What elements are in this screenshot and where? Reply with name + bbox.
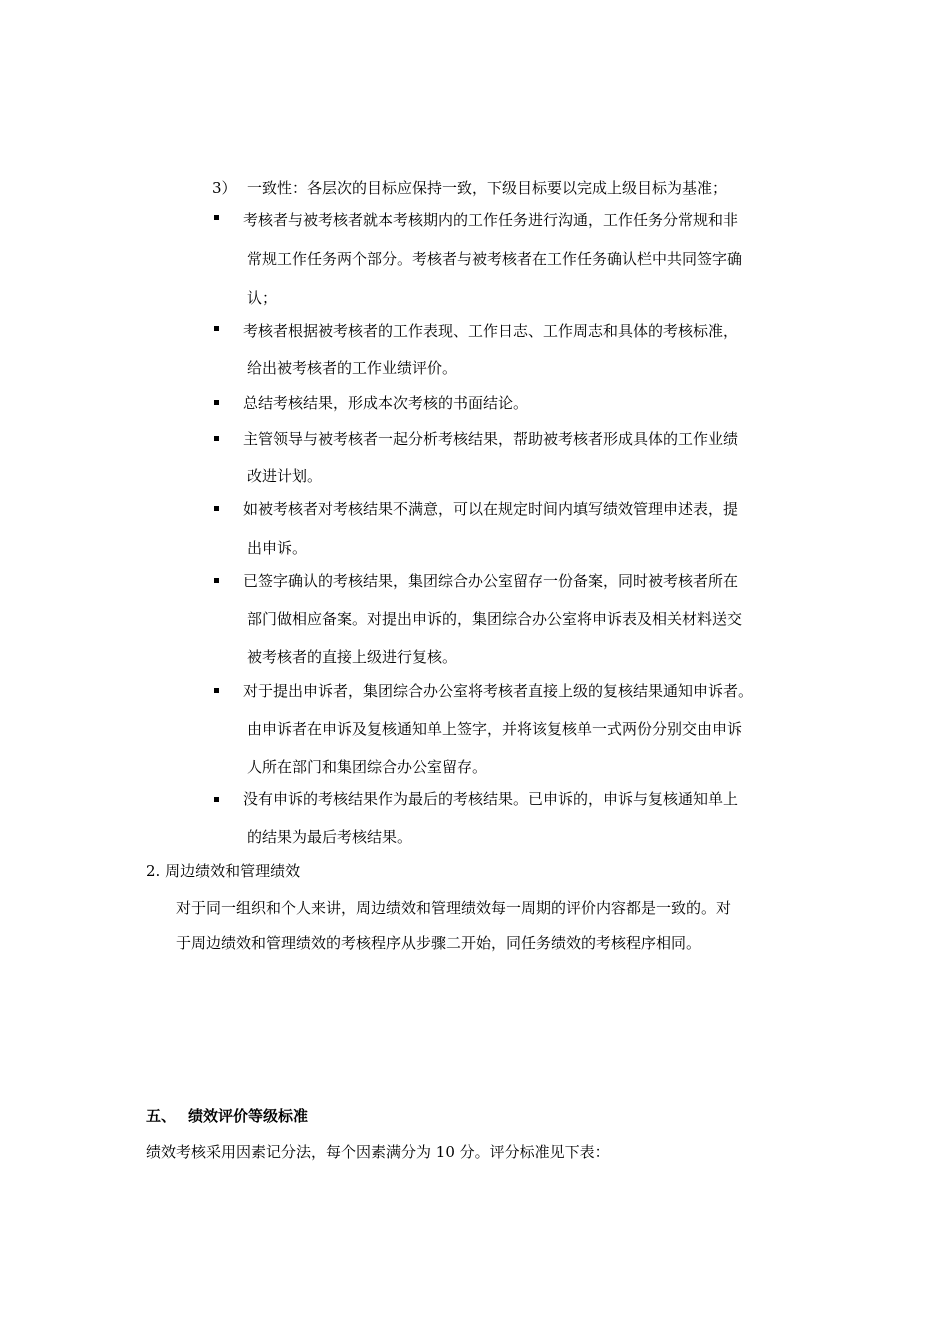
- bullet-text: 出申诉。: [247, 539, 308, 557]
- numbered-item-text: 一致性：各层次的目标应保持一致，下级目标要以完成上级目标为基准；: [247, 179, 728, 197]
- bullet-text: 改进计划。: [247, 467, 323, 485]
- numbered-item-marker: 3）: [212, 179, 237, 197]
- bullet-text: 人所在部门和集团综合办公室留存。: [247, 758, 488, 776]
- section-heading: 2. 周边绩效和管理绩效: [146, 862, 301, 880]
- bullet-text: 认；: [247, 289, 278, 307]
- bullet-marker: [214, 578, 219, 583]
- bullet-text: 给出被考核者的工作业绩评价。: [247, 359, 458, 377]
- bullet-text: 考核者根据被考核者的工作表现、工作日志、工作周志和具体的考核标准，: [243, 322, 739, 340]
- bullet-marker: [214, 688, 219, 693]
- bullet-text: 被考核者的直接上级进行复核。: [247, 648, 458, 666]
- bullet-text: 对于提出申诉者，集团综合办公室将考核者直接上级的复核结果通知申诉者。: [243, 682, 754, 700]
- section-heading: 绩效评价等级标准: [188, 1107, 309, 1125]
- bullet-text: 总结考核结果，形成本次考核的书面结论。: [243, 394, 529, 412]
- bullet-text: 已签字确认的考核结果，集团综合办公室留存一份备案，同时被考核者所在: [243, 572, 739, 590]
- section-heading-number: 五、: [146, 1107, 177, 1125]
- bullet-text: 部门做相应备案。对提出申诉的，集团综合办公室将申诉表及相关材料送交: [247, 610, 743, 628]
- bullet-text: 如被考核者对考核结果不满意，可以在规定时间内填写绩效管理申述表，提: [243, 500, 739, 518]
- bullet-marker: [214, 215, 219, 220]
- bullet-marker: [214, 797, 219, 802]
- bullet-text: 常规工作任务两个部分。考核者与被考核者在工作任务确认栏中共同签字确: [247, 250, 743, 268]
- bullet-marker: [214, 400, 219, 405]
- paragraph-line: 于周边绩效和管理绩效的考核程序从步骤二开始，同任务绩效的考核程序相同。: [176, 934, 702, 952]
- paragraph-line: 绩效考核采用因素记分法，每个因素满分为 10 分。评分标准见下表：: [146, 1143, 610, 1161]
- bullet-text: 考核者与被考核者就本考核期内的工作任务进行沟通，工作任务分常规和非: [243, 211, 739, 229]
- bullet-marker: [214, 436, 219, 441]
- bullet-text: 主管领导与被考核者一起分析考核结果，帮助被考核者形成具体的工作业绩: [243, 430, 739, 448]
- paragraph-line: 对于同一组织和个人来讲，周边绩效和管理绩效每一周期的评价内容都是一致的。对: [176, 899, 732, 917]
- bullet-marker: [214, 326, 219, 331]
- bullet-text: 的结果为最后考核结果。: [247, 828, 413, 846]
- bullet-text: 由申诉者在申诉及复核通知单上签字，并将该复核单一式两份分别交由申诉: [247, 720, 743, 738]
- bullet-text: 没有申诉的考核结果作为最后的考核结果。已申诉的，申诉与复核通知单上: [243, 790, 739, 808]
- bullet-marker: [214, 506, 219, 511]
